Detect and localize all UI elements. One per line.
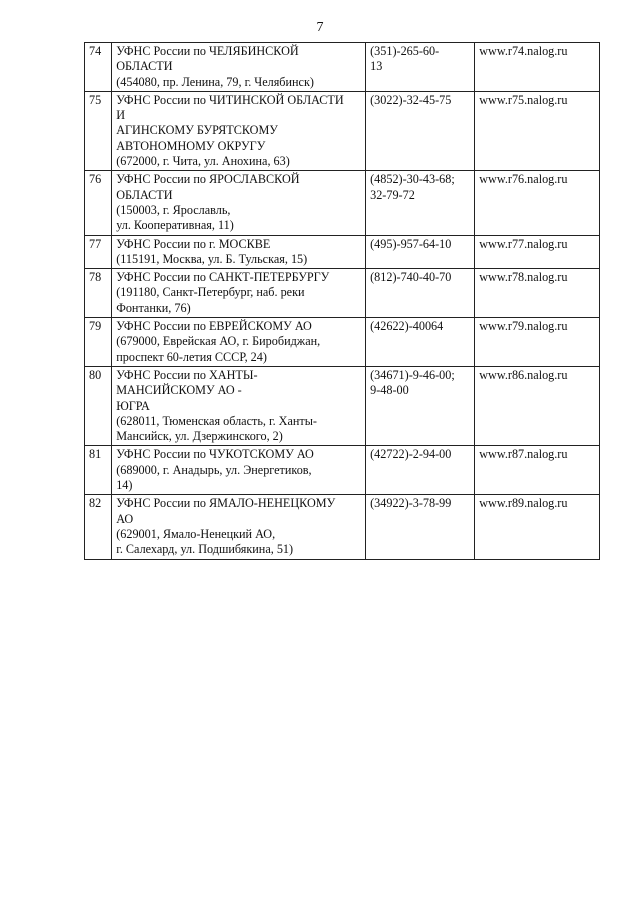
table-row: [85, 446, 600, 495]
table-row: [85, 91, 600, 170]
office-text-line: ул. Кооперативная, 11): [116, 218, 234, 233]
office-text-line: (115191, Москва, ул. Б. Тульская, 15): [116, 251, 308, 266]
office-name-address-cell: [112, 366, 366, 445]
office-text-line: УФНС России по ЧИТИНСКОЙ ОБЛАСТИ: [116, 92, 344, 107]
phone-line: (812)-740-40-70: [370, 270, 452, 285]
phone-cell: [366, 91, 475, 170]
phone-line: (34922)-3-78-99: [370, 496, 452, 511]
phone-line: (4852)-30-43-68;: [370, 172, 455, 187]
office-name-address-cell: [112, 91, 366, 170]
row-number-cell: 74: [85, 43, 112, 92]
office-text-line: (150003, г. Ярославль,: [116, 202, 231, 217]
table-row: [85, 171, 600, 235]
table-row: [85, 318, 600, 367]
office-text-line: АО: [116, 511, 134, 526]
row-number-cell: 77: [85, 235, 112, 269]
row-number-cell: 79: [85, 318, 112, 367]
office-text-line: УФНС России по ЯРОСЛАВСКОЙ: [116, 172, 300, 187]
phone-cell: [366, 366, 475, 445]
row-number-cell: 76: [85, 171, 112, 235]
phone-cell: [366, 446, 475, 495]
website-cell: www.r76.nalog.ru: [475, 171, 600, 235]
office-text-line: (672000, г. Чита, ул. Анохина, 63): [116, 154, 290, 169]
table-row: [85, 43, 600, 92]
website-cell: www.r79.nalog.ru: [475, 318, 600, 367]
phone-line: (42622)-40064: [370, 319, 444, 334]
website-cell: www.r89.nalog.ru: [475, 495, 600, 559]
office-text-line: МАНСИЙСКОМУ АО -: [116, 383, 242, 398]
table-row: [85, 235, 600, 269]
office-text-line: (628011, Тюменская область, г. Ханты-: [116, 413, 317, 428]
row-number-cell: 78: [85, 269, 112, 318]
office-text-line: (679000, Еврейская АО, г. Биробиджан,: [116, 334, 321, 349]
office-text-line: г. Салехард, ул. Подшибякина, 51): [116, 542, 294, 557]
website-cell: www.r87.nalog.ru: [475, 446, 600, 495]
office-name-address-cell: [112, 171, 366, 235]
phone-cell: [366, 171, 475, 235]
table-body: [85, 43, 600, 560]
phone-line: 13: [370, 59, 383, 74]
website-cell: www.r86.nalog.ru: [475, 366, 600, 445]
office-name-address-cell: [112, 495, 366, 559]
office-name-address-cell: [112, 235, 366, 269]
phone-line: 32-79-72: [370, 187, 415, 202]
phone-cell: [366, 269, 475, 318]
office-text-line: ОБЛАСТИ: [116, 187, 173, 202]
office-text-line: УФНС России по г. МОСКВЕ: [116, 236, 271, 251]
website-cell: www.r75.nalog.ru: [475, 91, 600, 170]
row-number-cell: 80: [85, 366, 112, 445]
office-text-line: УФНС России по ЧЕЛЯБИНСКОЙ: [116, 44, 299, 58]
office-name-address-cell: [112, 446, 366, 495]
office-text-line: ОБЛАСТИ: [116, 59, 173, 74]
office-text-line: 14): [116, 478, 133, 493]
phone-line: (42722)-2-94-00: [370, 447, 452, 462]
office-text-line: АГИНСКОМУ БУРЯТСКОМУ: [116, 123, 278, 138]
office-text-line: УФНС России по ЕВРЕЙСКОМУ АО: [116, 319, 312, 334]
page-number: 7: [316, 20, 324, 35]
office-text-line: АВТОНОМНОМУ ОКРУГУ: [116, 138, 266, 153]
tax-offices-table: [84, 42, 600, 560]
row-number-cell: 82: [85, 495, 112, 559]
website-cell: www.r77.nalog.ru: [475, 235, 600, 269]
office-text-line: (191180, Санкт-Петербург, наб. реки: [116, 285, 305, 300]
table-row: [85, 495, 600, 559]
row-number-cell: 81: [85, 446, 112, 495]
table-row: [85, 269, 600, 318]
phone-line: (3022)-32-45-75: [370, 92, 452, 107]
office-text-line: Фонтанки, 76): [116, 300, 191, 315]
phone-line: (495)-957-64-10: [370, 236, 452, 251]
phone-line: (34671)-9-46-00;: [370, 367, 455, 382]
phone-cell: [366, 318, 475, 367]
office-text-line: ЮГРА: [116, 398, 150, 413]
office-text-line: УФНС России по ЯМАЛО-НЕНЕЦКОМУ: [116, 496, 336, 511]
phone-line: (351)-265-60-: [370, 44, 440, 58]
office-name-address-cell: [112, 269, 366, 318]
office-text-line: проспект 60-летия СССР, 24): [116, 349, 267, 364]
table-row: [85, 366, 600, 445]
phone-cell: [366, 235, 475, 269]
office-text-line: УФНС России по ЧУКОТСКОМУ АО: [116, 447, 314, 462]
phone-cell: [366, 495, 475, 559]
office-text-line: (454080, пр. Ленина, 79, г. Челябинск): [116, 74, 314, 89]
website-cell: www.r78.nalog.ru: [475, 269, 600, 318]
office-text-line: Мансийск, ул. Дзержинского, 2): [116, 429, 283, 444]
office-text-line: (689000, г. Анадырь, ул. Энергетиков,: [116, 462, 312, 477]
website-cell: www.r74.nalog.ru: [475, 43, 600, 92]
office-text-line: И: [116, 108, 126, 123]
office-name-address-cell: [112, 43, 366, 92]
row-number-cell: 75: [85, 91, 112, 170]
office-text-line: УФНС России по ХАНТЫ-: [116, 367, 258, 382]
office-text-line: (629001, Ямало-Ненецкий АО,: [116, 526, 276, 541]
office-text-line: УФНС России по САНКТ-ПЕТЕРБУРГУ: [116, 270, 330, 285]
office-name-address-cell: [112, 318, 366, 367]
phone-cell: [366, 43, 475, 92]
phone-line: 9-48-00: [370, 383, 409, 398]
